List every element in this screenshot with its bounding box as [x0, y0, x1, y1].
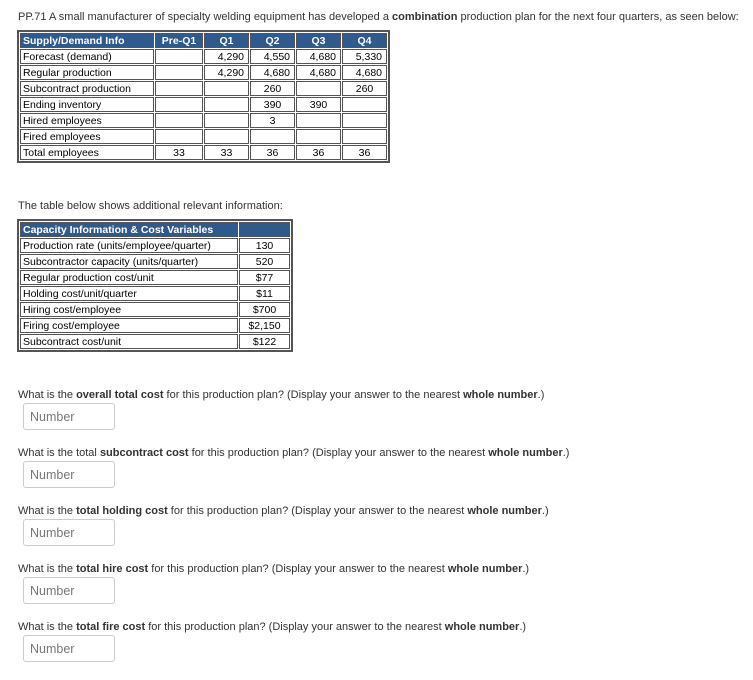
- column-header: Supply/Demand Info: [20, 33, 154, 48]
- question-text: for this production plan? (Display your answer to the nearest: [188, 447, 489, 459]
- question-text: What is the: [18, 389, 77, 401]
- question-bold: whole number: [444, 621, 520, 633]
- question-bold: whole number: [467, 505, 542, 517]
- intro-bold: combination: [392, 11, 458, 23]
- table-cell: [342, 97, 387, 112]
- row-label: Subcontract cost/unit: [20, 334, 238, 349]
- row-label: Ending inventory: [20, 97, 154, 112]
- question-bold: total fire cost: [76, 621, 146, 633]
- overall-total-cost-input[interactable]: [23, 403, 115, 430]
- table-row: [20, 81, 387, 96]
- table-cell: [155, 49, 203, 64]
- table-row: [20, 302, 290, 317]
- intro-prefix: PP.71 A small manufacturer of specialty welding equipment has developed a: [18, 11, 393, 23]
- question-bold: subcontract cost: [99, 447, 189, 459]
- supply-demand-table: [17, 30, 390, 163]
- table-cell: $122: [239, 334, 290, 349]
- row-label: Subcontract production: [20, 81, 154, 96]
- table-row: [20, 97, 387, 112]
- table-row: [20, 238, 290, 253]
- question-bold: whole number: [447, 563, 523, 575]
- question-text: .): [537, 389, 545, 401]
- question-text: What is the: [18, 621, 77, 633]
- fire-cost-input[interactable]: [23, 635, 115, 662]
- table-cell: [204, 97, 249, 112]
- question-text: .): [562, 447, 570, 459]
- column-header: Q2: [250, 33, 295, 48]
- table-cell: 390: [250, 97, 295, 112]
- table-cell: [204, 81, 249, 96]
- table-row: [20, 318, 290, 333]
- table-row: [20, 334, 290, 349]
- table-cell: [155, 65, 203, 80]
- table-cell: 4,680: [296, 65, 341, 80]
- row-label: Hiring cost/employee: [20, 302, 238, 317]
- question-bold: total holding cost: [76, 505, 168, 517]
- question-bold: overall total cost: [76, 389, 164, 401]
- table-cell: 36: [296, 145, 341, 160]
- question-hire-cost: [18, 563, 529, 575]
- question-text: for this production plan? (Display your answer to the nearest: [163, 389, 464, 401]
- table-cell: $77: [239, 270, 290, 285]
- intro-suffix: production plan for the next four quarters, as seen below:: [457, 11, 739, 23]
- table-cell: [155, 113, 203, 128]
- row-label: Holding cost/unit/quarter: [20, 286, 238, 301]
- table-cell: 4,290: [204, 49, 249, 64]
- table-cell: [250, 129, 295, 144]
- problem-intro: [18, 11, 748, 23]
- table-cell: [155, 97, 203, 112]
- question-holding-cost: [18, 505, 549, 517]
- table-cell: 36: [342, 145, 387, 160]
- row-label: Production rate (units/employee/quarter): [20, 238, 238, 253]
- question-text: for this production plan? (Display your answer to the nearest: [167, 505, 468, 517]
- row-label: Regular production cost/unit: [20, 270, 238, 285]
- table-cell: 36: [250, 145, 295, 160]
- holding-cost-input[interactable]: [23, 519, 115, 546]
- row-label: Regular production: [20, 65, 154, 80]
- row-label: Fired employees: [20, 129, 154, 144]
- question-overall-total-cost: [18, 389, 544, 401]
- question-text: What is the: [18, 505, 77, 517]
- row-label: Hired employees: [20, 113, 154, 128]
- question-text: What is the total: [18, 447, 100, 459]
- table-cell: 390: [296, 97, 341, 112]
- table-cell: $11: [239, 286, 290, 301]
- table-row: [20, 254, 290, 269]
- table-cell: 5,330: [342, 49, 387, 64]
- table-cell: $700: [239, 302, 290, 317]
- table-cell: [204, 113, 249, 128]
- question-text: for this production plan? (Display your answer to the nearest: [145, 621, 445, 633]
- table-cell: 260: [250, 81, 295, 96]
- capacity-table-note: The table below shows additional relevant information:: [18, 200, 283, 212]
- question-bold: whole number: [488, 447, 563, 459]
- table-cell: 4,680: [250, 65, 295, 80]
- table-cell: [342, 113, 387, 128]
- table-cell: [155, 129, 203, 144]
- table-cell: 4,680: [296, 49, 341, 64]
- table-cell: 33: [204, 145, 249, 160]
- table-row: [20, 49, 387, 64]
- table-cell: 4,550: [250, 49, 295, 64]
- column-header: Q3: [296, 33, 341, 48]
- table-cell: 3: [250, 113, 295, 128]
- table-cell: [296, 113, 341, 128]
- question-text: What is the: [18, 563, 77, 575]
- column-header: Pre-Q1: [155, 33, 203, 48]
- table-cell: 4,680: [342, 65, 387, 80]
- row-label: Forecast (demand): [20, 49, 154, 64]
- question-text: .): [541, 505, 549, 517]
- capacity-table-header-row: [20, 222, 290, 237]
- table-row: [20, 129, 387, 144]
- question-text: .): [519, 621, 527, 633]
- hire-cost-input[interactable]: [23, 577, 115, 604]
- table-row: [20, 113, 387, 128]
- table-cell: [296, 81, 341, 96]
- row-label: Total employees: [20, 145, 154, 160]
- question-subcontract-cost: [18, 447, 569, 459]
- question-text: .): [522, 563, 530, 575]
- question-bold: whole number: [463, 389, 538, 401]
- table-cell: [342, 129, 387, 144]
- question-bold: total hire cost: [76, 563, 149, 575]
- table-cell: 4,290: [204, 65, 249, 80]
- subcontract-cost-input[interactable]: [23, 461, 115, 488]
- table-cell: [204, 129, 249, 144]
- question-fire-cost: [18, 621, 526, 633]
- table-cell: 33: [155, 145, 203, 160]
- row-label: Subcontractor capacity (units/quarter): [20, 254, 238, 269]
- column-header-blank: [239, 222, 290, 237]
- table-cell: 260: [342, 81, 387, 96]
- table-row: [20, 145, 387, 160]
- table-row: [20, 286, 290, 301]
- column-header: Capacity Information & Cost Variables: [20, 222, 238, 237]
- table-cell: [155, 81, 203, 96]
- question-text: for this production plan? (Display your answer to the nearest: [148, 563, 448, 575]
- table-cell: 130: [239, 238, 290, 253]
- row-label: Firing cost/employee: [20, 318, 238, 333]
- table-cell: 520: [239, 254, 290, 269]
- table-row: [20, 270, 290, 285]
- table-cell: [296, 129, 341, 144]
- supply-table-header-row: [20, 33, 387, 48]
- column-header: Q4: [342, 33, 387, 48]
- table-cell: $2,150: [239, 318, 290, 333]
- capacity-cost-table: [17, 219, 293, 352]
- table-row: [20, 65, 387, 80]
- column-header: Q1: [204, 33, 249, 48]
